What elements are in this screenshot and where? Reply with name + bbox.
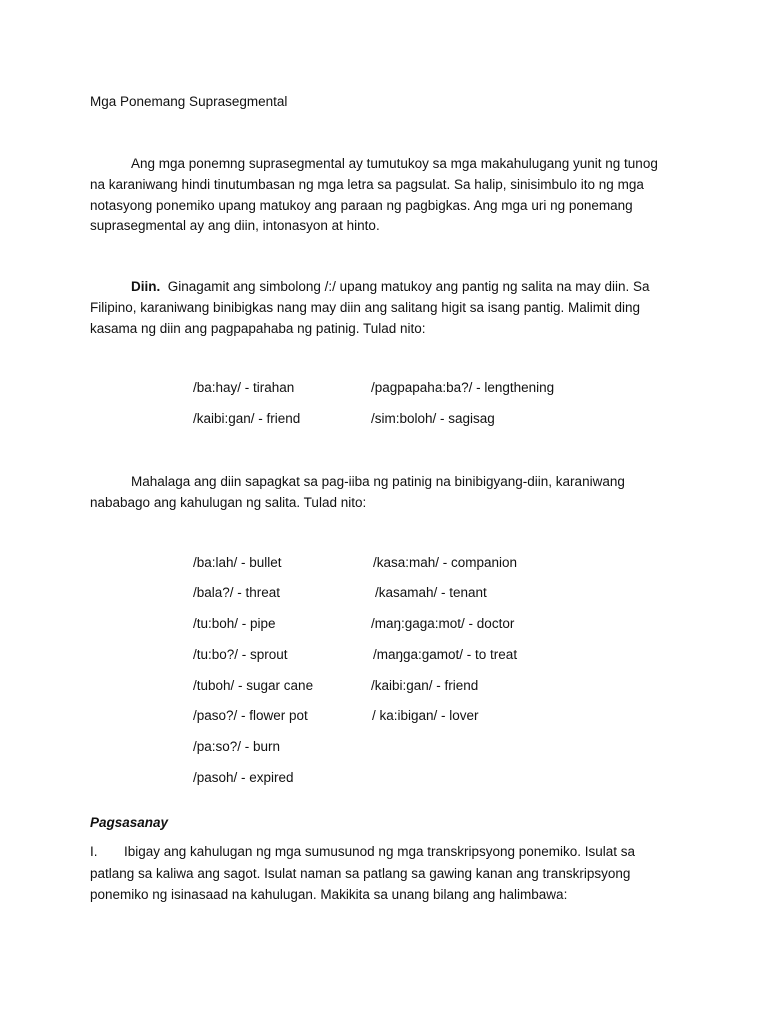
example-right: /kasamah/ - tenant <box>375 585 487 600</box>
example-left: /kaibi:gan/ - friend <box>193 411 301 426</box>
example-row <box>193 411 673 431</box>
example-left: /ba:hay/ - tirahan <box>193 380 295 395</box>
example-right: / ka:ibigan/ - lover <box>372 708 479 723</box>
second-paragraph <box>90 472 670 514</box>
example-left: /pasoh/ - expired <box>193 770 294 785</box>
intro-text: Ang mga ponemng suprasegmental ay tumutukoy sa mga makahulugang yunit ng tunog na karaniwang hindi tinutumbasan ng mga letra sa pagsulat. Sa halip, sinisimbulo ito ng mga notasyong ponemiko upang matukoy ang paraan ng pagbigkas. Ang mga uri ng ponemang suprasegmental ay ang diin, intonasyon at hinto. <box>90 156 658 234</box>
example-right: /pagpapaha:ba?/ - lengthening <box>371 380 555 395</box>
example-row <box>193 555 673 575</box>
example-right: /maŋ:gaga:mot/ - doctor <box>371 616 515 631</box>
exercise-item <box>90 841 650 906</box>
example-row <box>193 678 673 698</box>
document-title: Mga Ponemang Suprasegmental <box>90 94 288 109</box>
diin-term: Diin. <box>131 279 161 294</box>
exercise-text: Ibigay ang kahulugan ng mga sumusunod ng mga transkripsyong ponemiko. Isulat sa patlang sa kaliwa ang sagot. Isulat naman sa patlang sa gawing kanan ang transkripsyong ponemiko ng isinasaad na kahulugan. Makikita sa unang bilang ang halimbawa: <box>90 844 636 902</box>
example-left: /bala?/ - threat <box>193 585 281 600</box>
diin-paragraph <box>90 277 670 339</box>
example-row <box>193 708 673 728</box>
example-right: /kasa:mah/ - companion <box>373 555 518 570</box>
example-row <box>193 739 673 759</box>
example-right: /sim:boloh/ - sagisag <box>371 411 495 426</box>
example-left: /pa:so?/ - burn <box>193 739 281 754</box>
example-row <box>193 770 673 790</box>
second-paragraph-text: Mahalaga ang diin sapagkat sa pag-iiba ng patinig na binibigyang-diin, karaniwang nababago ang kahulugan ng salita. Tulad nito: <box>90 474 625 510</box>
intro-paragraph <box>90 154 670 237</box>
example-left: /tu:boh/ - pipe <box>193 616 276 631</box>
example-left: /ba:lah/ - bullet <box>193 555 282 570</box>
exercise-number: I. <box>90 844 98 859</box>
exercise-heading: Pagsasanay <box>90 815 169 830</box>
example-right: /kaibi:gan/ - friend <box>371 678 479 693</box>
diin-text: Ginagamit ang simbolong /:/ upang matukoy ang pantig ng salita na may diin. Sa Filipino, karaniwang binibigkas nang may diin ang salitang higit sa isang pantig. Malimit ding kasama ng diin ang pagpapahaba ng patinig. Tulad nito: <box>90 279 650 336</box>
example-left: /paso?/ - flower pot <box>193 708 308 723</box>
example-row <box>193 647 673 667</box>
example-row <box>193 616 673 636</box>
example-left: /tuboh/ - sugar cane <box>193 678 314 693</box>
example-row <box>193 380 673 400</box>
example-row <box>193 585 673 605</box>
example-right: /maŋga:gamot/ - to treat <box>373 647 518 662</box>
example-left: /tu:bo?/ - sprout <box>193 647 288 662</box>
